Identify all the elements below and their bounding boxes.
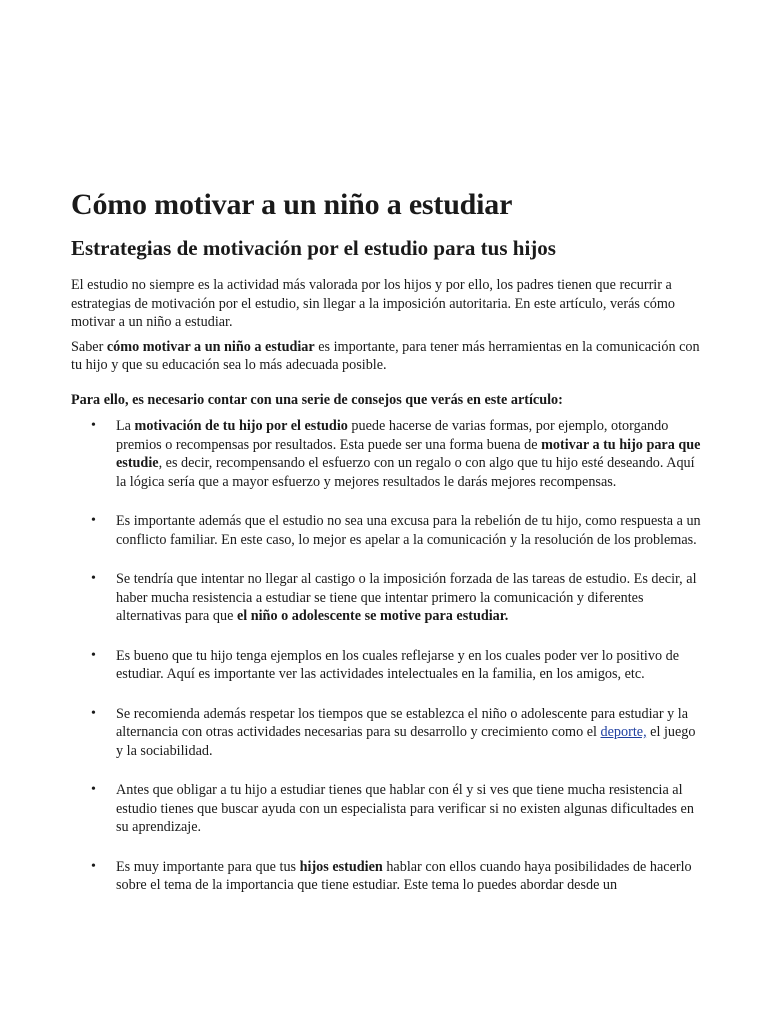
- article: [71, 186, 701, 916]
- bullet-icon: •: [91, 858, 96, 874]
- intro2-bold: cómo motivar a un niño a estudiar: [106, 338, 315, 355]
- article-subtitle: Estrategias de motivación por el estudio para tus hijos: [71, 236, 556, 260]
- tips-list: [71, 417, 701, 895]
- bullet-icon: •: [91, 513, 96, 528]
- intro2-text-c: es importante, para tener más herramientas en la comunicación con tu hijo y que su educación sea lo más adecuada posible.: [71, 338, 700, 373]
- item-bold: el niño o adolescente se motive para estudiar.: [236, 608, 509, 624]
- item-bold: hijos estudien: [299, 858, 383, 875]
- deporte-link[interactable]: deporte,: [600, 724, 647, 740]
- item-text: Es importante además que el estudio no sea una excusa para la rebelión de tu hijo, como respuesta a un conflicto familiar. En este caso, lo mejor es apelar a la comunicación y la resolución de los problemas.: [116, 513, 701, 548]
- bullet-icon: •: [91, 647, 96, 663]
- item-text: el juego y la sociabilidad.: [116, 724, 696, 759]
- item-bold: motivación de tu hijo por el estudio: [134, 418, 348, 434]
- intro2-text-a: Saber: [71, 338, 107, 355]
- bullet-icon: •: [91, 418, 96, 433]
- intro-paragraph-2: [71, 338, 701, 375]
- list-item: [71, 512, 701, 549]
- bullet-icon: •: [91, 782, 96, 797]
- list-item: [71, 781, 701, 837]
- list-item: [71, 647, 701, 684]
- list-item: [71, 570, 701, 626]
- list-item: [71, 705, 701, 761]
- item-text: La: [116, 418, 135, 434]
- item-text: Se recomienda además respetar los tiempos que se establezca el niño o adolescente para estudiar y la alternancia con otras actividades necesarias para su desarrollo y crecimiento como el: [116, 705, 688, 740]
- item-text: puede hacerse de varias formas, por ejemplo, otorgando premios o recompensas por resultados. Esta puede ser una forma buena de: [116, 418, 669, 453]
- list-item: [71, 417, 701, 491]
- item-text: hablar con ellos cuando haya posibilidades de hacerlo sobre el tema de la importancia que tiene estudiar. Este tema lo puedes abordar desde un: [116, 858, 692, 893]
- item-text: Es bueno que tu hijo tenga ejemplos en los cuales reflejarse y en los cuales poder ver lo positivo de estudiar. Aquí es importante ver las actividades intelectuales en la familia, en los amigos, etc.: [116, 647, 680, 682]
- item-text: Antes que obligar a tu hijo a estudiar tienes que hablar con él y si ves que tiene mucha resistencia al estudio tienes que buscar ayuda con un especialista para verificar si no existen algunas dificultades en su aprendizaje.: [116, 782, 694, 835]
- item-text: Es muy importante para que tus: [116, 858, 300, 875]
- bullet-icon: •: [91, 571, 96, 586]
- intro-paragraph-1: El estudio no siempre es la actividad más valorada por los hijos y por ello, los padres tienen que recurrir a estrategias de motivación por el estudio, sin llegar a la imposición autoritaria. En este artículo, verás cómo motivar a un niño a estudiar.: [71, 277, 675, 330]
- lead-paragraph: Para ello, es necesario contar con una serie de consejos que verás en este artículo:: [71, 391, 563, 408]
- item-bold: motivar a tu hijo para que estudie: [116, 436, 701, 471]
- list-item: [71, 858, 701, 895]
- item-text: , es decir, recompensando el esfuerzo con un regalo o con algo que tu hijo esté deseando. Aquí la lógica sería que a mayor esfuerzo y mejores resultados le darás mejores recompensas.: [116, 455, 695, 490]
- item-text: Se tendría que intentar no llegar al castigo o la imposición forzada de las tareas de estudio. Es decir, al haber mucha resistencia a estudiar se tiene que intentar primero la comunicación y diferentes alternativas para que: [116, 571, 697, 624]
- bullet-icon: •: [91, 705, 96, 721]
- article-title: Cómo motivar a un niño a estudiar: [71, 188, 513, 221]
